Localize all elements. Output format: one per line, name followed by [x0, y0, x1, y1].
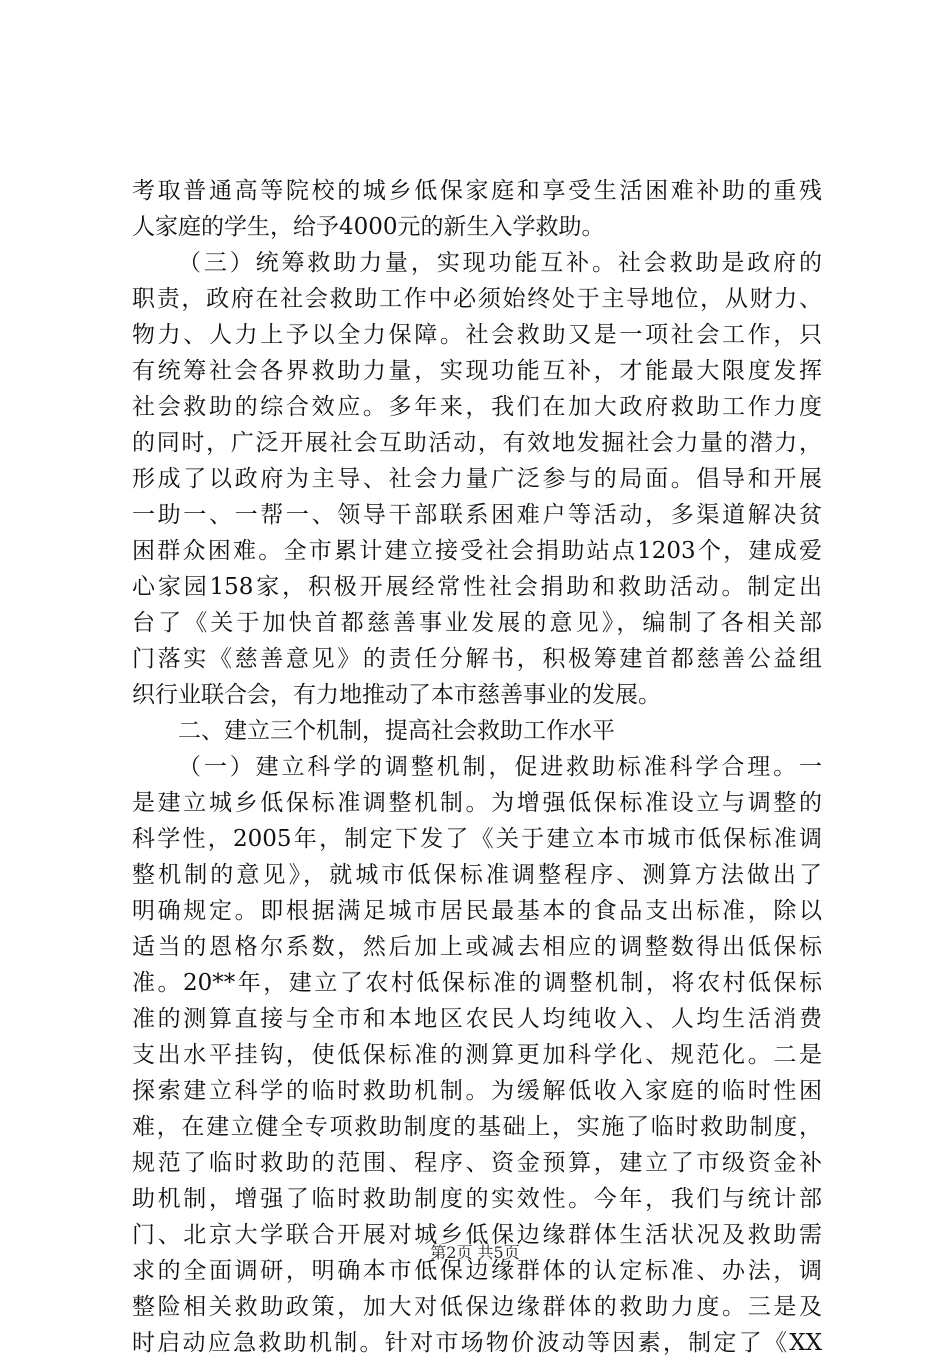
text-line: 社会救助的综合效应。多年来，我们在加大政府救助工作力度	[132, 394, 822, 420]
text-line: 人家庭的学生，给予4000元的新生入学救助。	[132, 214, 605, 240]
text-line: （一）建立科学的调整机制，促进救助标准科学合理。一	[178, 754, 822, 780]
text-line: 明确规定。即根据满足城市居民最基本的食品支出标准，除以	[132, 898, 822, 924]
text-line: 考取普通高等院校的城乡低保家庭和享受生活困难补助的重残	[132, 178, 822, 204]
text-line: 准的测算直接与全市和本地区农民人均纯收入、人均生活消费	[132, 1006, 822, 1032]
text-line: 支出水平挂钩，使低保标准的测算更加科学化、规范化。二是	[132, 1042, 822, 1068]
text-line: 探索建立科学的临时救助机制。为缓解低收入家庭的临时性困	[132, 1078, 822, 1104]
text-line: 有统筹社会各界救助力量，实现功能互补，才能最大限度发挥	[132, 358, 822, 384]
text-line: 规范了临时救助的范围、程序、资金预算，建立了市级资金补	[132, 1150, 822, 1176]
text-line: 准。20**年，建立了农村低保标准的调整机制，将农村低保标	[132, 970, 822, 996]
text-line: 形成了以政府为主导、社会力量广泛参与的局面。倡导和开展	[132, 466, 822, 492]
page-footer: 第2页 共5页	[430, 1243, 520, 1262]
text-line: 是建立城乡低保标准调整机制。为增强低保标准设立与调整的	[132, 790, 822, 816]
text-line: 职责，政府在社会救助工作中必须始终处于主导地位，从财力、	[132, 286, 822, 312]
text-line: 台了《关于加快首都慈善事业发展的意见》，编制了各相关部	[132, 610, 822, 636]
text-line: 求的全面调研，明确本市低保边缘群体的认定标准、办法，调	[132, 1258, 822, 1284]
body-text	[132, 173, 822, 1361]
text-line: 适当的恩格尔系数，然后加上或减去相应的调整数得出低保标	[132, 934, 822, 960]
text-line: 的同时，广泛开展社会互助活动，有效地发掘社会力量的潜力，	[132, 430, 822, 456]
text-line: 助机制，增强了临时救助制度的实效性。今年，我们与统计部	[132, 1186, 822, 1212]
text-line: 二、建立三个机制，提高社会救助工作水平	[178, 718, 615, 744]
text-line: 时启动应急救助机制。针对市场物价波动等因素，制定了《XX	[132, 1330, 822, 1356]
text-line: 整险相关救助政策，加大对低保边缘群体的救助力度。三是及	[132, 1294, 822, 1320]
text-line: 门、北京大学联合开展对城乡低保边缘群体生活状况及救助需	[132, 1222, 822, 1248]
text-line: 科学性，2005年，制定下发了《关于建立本市城市低保标准调	[132, 826, 822, 852]
text-line: 一助一、一帮一、领导干部联系困难户等活动，多渠道解决贫	[132, 502, 822, 528]
text-line: 织行业联合会，有力地推动了本市慈善事业的发展。	[132, 682, 661, 708]
text-line: 门落实《慈善意见》的责任分解书，积极筹建首都慈善公益组	[132, 646, 822, 672]
text-line: 整机制的意见》，就城市低保标准调整程序、测算方法做出了	[132, 862, 822, 888]
text-line: 难，在建立健全专项救助制度的基础上，实施了临时救助制度，	[132, 1114, 822, 1140]
text-line: 物力、人力上予以全力保障。社会救助又是一项社会工作，只	[132, 322, 822, 348]
text-line: （三）统筹救助力量，实现功能互补。社会救助是政府的	[178, 250, 822, 276]
text-line: 心家园158家，积极开展经常性社会捐助和救助活动。制定出	[132, 574, 822, 600]
text-line: 困群众困难。全市累计建立接受社会捐助站点1203个，建成爱	[132, 538, 822, 564]
